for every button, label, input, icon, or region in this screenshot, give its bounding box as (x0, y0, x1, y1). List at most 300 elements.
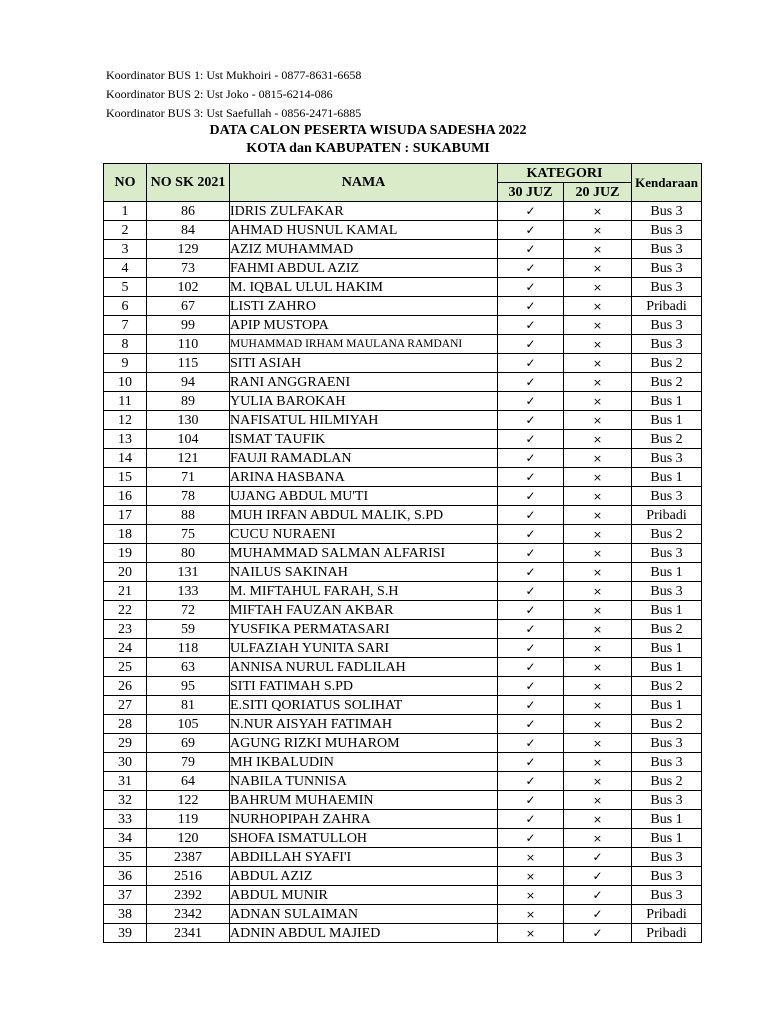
cell-30-juz (498, 886, 564, 905)
page-subtitle: KOTA dan KABUPATEN : SUKABUMI (246, 141, 490, 156)
cell-30-juz (498, 468, 564, 487)
table-row (104, 867, 702, 886)
cell-no-sk: 75 (147, 525, 230, 544)
cell-30-juz (498, 240, 564, 259)
cell-no: 11 (104, 392, 147, 411)
check-icon: ✓ (525, 716, 536, 731)
cell-30-juz (498, 202, 564, 221)
cell-kendaraan: Bus 1 (632, 829, 702, 848)
cross-icon: × (592, 242, 603, 256)
check-icon: ✓ (525, 412, 536, 427)
cross-icon: × (592, 223, 603, 237)
cross-icon: × (592, 337, 603, 351)
cell-nama: NAFISATUL HILMIYAH (230, 411, 498, 430)
table-row (104, 601, 702, 620)
cell-no: 13 (104, 430, 147, 449)
cell-nama: IDRIS ZULFAKAR (230, 202, 498, 221)
cross-icon: × (592, 204, 603, 218)
check-icon: ✓ (525, 792, 536, 807)
cell-30-juz (498, 677, 564, 696)
cell-nama: YUSFIKA PERMATASARI (230, 620, 498, 639)
cross-icon: × (592, 774, 603, 788)
check-icon: ✓ (525, 431, 536, 446)
cell-20-juz (564, 278, 632, 297)
cell-kendaraan: Bus 3 (632, 487, 702, 506)
cell-no: 12 (104, 411, 147, 430)
cell-no: 4 (104, 259, 147, 278)
cell-nama: LISTI ZAHRO (230, 297, 498, 316)
cell-20-juz (564, 544, 632, 563)
cell-no-sk: 94 (147, 373, 230, 392)
cell-kendaraan: Bus 1 (632, 696, 702, 715)
cell-no: 6 (104, 297, 147, 316)
cell-no-sk: 118 (147, 639, 230, 658)
cell-20-juz (564, 715, 632, 734)
check-icon: ✓ (525, 830, 536, 845)
cell-no-sk: 71 (147, 468, 230, 487)
cell-kendaraan: Bus 2 (632, 715, 702, 734)
cell-no-sk: 2341 (147, 924, 230, 943)
cell-30-juz (498, 734, 564, 753)
cell-30-juz (498, 335, 564, 354)
cross-icon: × (592, 755, 603, 769)
cross-icon: × (592, 660, 603, 674)
cell-30-juz (498, 392, 564, 411)
cell-30-juz (498, 658, 564, 677)
cell-no: 21 (104, 582, 147, 601)
check-icon: ✓ (525, 393, 536, 408)
check-icon: ✓ (525, 336, 536, 351)
check-icon: ✓ (525, 545, 536, 560)
cell-no: 26 (104, 677, 147, 696)
check-icon: ✓ (525, 374, 536, 389)
cell-30-juz (498, 696, 564, 715)
check-icon: ✓ (525, 222, 536, 237)
table-row (104, 829, 702, 848)
cell-no-sk: 131 (147, 563, 230, 582)
cell-nama: CUCU NURAENI (230, 525, 498, 544)
cell-nama: AHMAD HUSNUL KAMAL (230, 221, 498, 240)
cell-20-juz (564, 677, 632, 696)
cell-no-sk: 81 (147, 696, 230, 715)
cell-kendaraan: Bus 2 (632, 525, 702, 544)
cell-no-sk: 122 (147, 791, 230, 810)
cell-30-juz (498, 791, 564, 810)
table-row (104, 487, 702, 506)
check-icon: ✓ (525, 241, 536, 256)
check-icon: ✓ (525, 279, 536, 294)
cross-icon: × (592, 470, 603, 484)
header-kendaraan: Kendaraan (632, 164, 702, 202)
cell-nama: M. MIFTAHUL FARAH, S.H (230, 582, 498, 601)
cell-kendaraan: Bus 3 (632, 240, 702, 259)
cross-icon: × (592, 318, 603, 332)
cell-30-juz (498, 620, 564, 639)
cell-30-juz (498, 582, 564, 601)
cell-nama: FAHMI ABDUL AZIZ (230, 259, 498, 278)
cell-no: 3 (104, 240, 147, 259)
cell-kendaraan: Bus 1 (632, 601, 702, 620)
check-icon: ✓ (525, 355, 536, 370)
table-row (104, 316, 702, 335)
cell-no: 15 (104, 468, 147, 487)
cell-no-sk: 67 (147, 297, 230, 316)
cell-no-sk: 115 (147, 354, 230, 373)
table-row (104, 335, 702, 354)
table-row (104, 582, 702, 601)
cross-icon: × (592, 622, 603, 636)
cell-nama: AGUNG RIZKI MUHAROM (230, 734, 498, 753)
table-row (104, 905, 702, 924)
cell-no-sk: 110 (147, 335, 230, 354)
cell-20-juz (564, 886, 632, 905)
header-kategori: KATEGORI (498, 164, 632, 183)
check-icon: ✓ (525, 488, 536, 503)
table-row (104, 202, 702, 221)
cell-no: 37 (104, 886, 147, 905)
cell-kendaraan: Bus 1 (632, 563, 702, 582)
table-row (104, 259, 702, 278)
cross-icon: × (592, 508, 603, 522)
check-icon: ✓ (525, 621, 536, 636)
cell-no: 8 (104, 335, 147, 354)
table-row (104, 848, 702, 867)
check-icon: ✓ (525, 811, 536, 826)
cell-nama: ABDUL MUNIR (230, 886, 498, 905)
cell-kendaraan: Bus 3 (632, 867, 702, 886)
cell-30-juz (498, 316, 564, 335)
table-header (104, 164, 702, 202)
cell-no-sk: 2516 (147, 867, 230, 886)
cell-no: 31 (104, 772, 147, 791)
cross-icon: × (592, 584, 603, 598)
cell-nama: MIFTAH FAUZAN AKBAR (230, 601, 498, 620)
cell-no-sk: 95 (147, 677, 230, 696)
cell-kendaraan: Bus 3 (632, 544, 702, 563)
check-icon: ✓ (525, 735, 536, 750)
cell-30-juz (498, 259, 564, 278)
cross-icon: × (525, 850, 536, 864)
header-no-sk: NO SK 2021 (147, 164, 230, 202)
cell-nama: SITI FATIMAH S.PD (230, 677, 498, 696)
cell-nama: BAHRUM MUHAEMIN (230, 791, 498, 810)
cell-no-sk: 69 (147, 734, 230, 753)
table-row (104, 658, 702, 677)
cell-20-juz (564, 297, 632, 316)
coordinator-line: Koordinator BUS 2: Ust Joko - 0815-6214-086 (106, 87, 333, 101)
table-row (104, 297, 702, 316)
table-row (104, 753, 702, 772)
cell-nama: AZIZ MUHAMMAD (230, 240, 498, 259)
cell-20-juz (564, 354, 632, 373)
cell-kendaraan: Bus 2 (632, 620, 702, 639)
cell-30-juz (498, 411, 564, 430)
table-row (104, 221, 702, 240)
cross-icon: × (592, 413, 603, 427)
cell-30-juz (498, 354, 564, 373)
cell-nama: ADNAN SULAIMAN (230, 905, 498, 924)
cell-20-juz (564, 202, 632, 221)
table-row (104, 810, 702, 829)
cell-kendaraan: Bus 3 (632, 734, 702, 753)
cell-20-juz (564, 658, 632, 677)
cell-kendaraan: Bus 3 (632, 753, 702, 772)
cell-no: 16 (104, 487, 147, 506)
cell-nama: N.NUR AISYAH FATIMAH (230, 715, 498, 734)
cell-no: 20 (104, 563, 147, 582)
table-row (104, 430, 702, 449)
cross-icon: × (592, 451, 603, 465)
cell-nama: MH IKBALUDIN (230, 753, 498, 772)
table-row (104, 924, 702, 943)
cross-icon: × (592, 375, 603, 389)
cell-nama: SITI ASIAH (230, 354, 498, 373)
cell-20-juz (564, 791, 632, 810)
cell-nama: NURHOPIPAH ZAHRA (230, 810, 498, 829)
cell-no: 10 (104, 373, 147, 392)
cell-30-juz (498, 373, 564, 392)
cross-icon: × (592, 717, 603, 731)
cell-kendaraan: Bus 3 (632, 259, 702, 278)
cell-30-juz (498, 563, 564, 582)
table-row (104, 639, 702, 658)
cell-no-sk: 121 (147, 449, 230, 468)
check-icon: ✓ (525, 583, 536, 598)
cell-nama: ISMAT TAUFIK (230, 430, 498, 449)
cross-icon: × (592, 831, 603, 845)
coordinator-line: Koordinator BUS 1: Ust Mukhoiri - 0877-8631-6658 (106, 68, 362, 82)
cell-20-juz (564, 734, 632, 753)
cross-icon: × (525, 869, 536, 883)
cross-icon: × (592, 261, 603, 275)
cell-kendaraan: Bus 2 (632, 354, 702, 373)
cell-kendaraan: Bus 3 (632, 582, 702, 601)
check-icon: ✓ (525, 298, 536, 313)
cross-icon: × (592, 546, 603, 560)
cell-no-sk: 102 (147, 278, 230, 297)
table-row (104, 696, 702, 715)
cell-no-sk: 2342 (147, 905, 230, 924)
cross-icon: × (592, 299, 603, 313)
cell-no: 36 (104, 867, 147, 886)
check-icon: ✓ (525, 203, 536, 218)
table-row (104, 677, 702, 696)
cell-nama: NABILA TUNNISA (230, 772, 498, 791)
cell-kendaraan: Pribadi (632, 905, 702, 924)
cell-nama: ULFAZIAH YUNITA SARI (230, 639, 498, 658)
cell-kendaraan: Bus 3 (632, 221, 702, 240)
table-row (104, 620, 702, 639)
check-icon: ✓ (525, 602, 536, 617)
cell-no: 1 (104, 202, 147, 221)
table-row (104, 506, 702, 525)
cell-nama: FAUJI RAMADLAN (230, 449, 498, 468)
cell-20-juz (564, 924, 632, 943)
cell-20-juz (564, 392, 632, 411)
cell-no: 18 (104, 525, 147, 544)
cross-icon: × (592, 679, 603, 693)
cross-icon: × (592, 698, 603, 712)
check-icon: ✓ (592, 925, 603, 940)
cell-no: 28 (104, 715, 147, 734)
check-icon: ✓ (525, 773, 536, 788)
table-row (104, 772, 702, 791)
cell-no-sk: 84 (147, 221, 230, 240)
table-body (104, 202, 702, 943)
cell-no-sk: 78 (147, 487, 230, 506)
cell-nama: MUH IRFAN ABDUL MALIK, S.PD (230, 506, 498, 525)
cell-no: 14 (104, 449, 147, 468)
cell-kendaraan: Bus 3 (632, 791, 702, 810)
cell-kendaraan: Pribadi (632, 297, 702, 316)
cell-no-sk: 133 (147, 582, 230, 601)
cell-nama: UJANG ABDUL MU'TI (230, 487, 498, 506)
cell-no-sk: 120 (147, 829, 230, 848)
cell-30-juz (498, 848, 564, 867)
cell-nama: E.SITI QORIATUS SOLIHAT (230, 696, 498, 715)
header-no: NO (104, 164, 147, 202)
table-row (104, 563, 702, 582)
check-icon: ✓ (525, 526, 536, 541)
cell-20-juz (564, 696, 632, 715)
cell-20-juz (564, 905, 632, 924)
cell-20-juz (564, 221, 632, 240)
table-row (104, 411, 702, 430)
table-row (104, 240, 702, 259)
cross-icon: × (592, 394, 603, 408)
cell-20-juz (564, 582, 632, 601)
cell-nama: YULIA BAROKAH (230, 392, 498, 411)
cell-20-juz (564, 411, 632, 430)
cell-no-sk: 79 (147, 753, 230, 772)
cross-icon: × (592, 527, 603, 541)
page-title: DATA CALON PESERTA WISUDA SADESHA 2022 (209, 123, 527, 138)
cell-30-juz (498, 639, 564, 658)
cell-no: 22 (104, 601, 147, 620)
cell-30-juz (498, 753, 564, 772)
cell-no-sk: 86 (147, 202, 230, 221)
cell-20-juz (564, 620, 632, 639)
check-icon: ✓ (592, 887, 603, 902)
cell-30-juz (498, 924, 564, 943)
cell-kendaraan: Bus 2 (632, 373, 702, 392)
cell-no-sk: 72 (147, 601, 230, 620)
cell-30-juz (498, 430, 564, 449)
cell-30-juz (498, 905, 564, 924)
cell-20-juz (564, 563, 632, 582)
cell-no: 17 (104, 506, 147, 525)
cross-icon: × (592, 793, 603, 807)
table-row (104, 449, 702, 468)
check-icon: ✓ (525, 754, 536, 769)
cell-kendaraan: Bus 2 (632, 677, 702, 696)
cell-kendaraan: Bus 3 (632, 335, 702, 354)
cell-20-juz (564, 487, 632, 506)
cell-30-juz (498, 715, 564, 734)
cell-no: 33 (104, 810, 147, 829)
cell-30-juz (498, 506, 564, 525)
table-row (104, 715, 702, 734)
cell-30-juz (498, 829, 564, 848)
cell-kendaraan: Bus 1 (632, 658, 702, 677)
cell-no-sk: 88 (147, 506, 230, 525)
cell-kendaraan: Bus 1 (632, 411, 702, 430)
cell-kendaraan: Bus 3 (632, 886, 702, 905)
cell-20-juz (564, 639, 632, 658)
check-icon: ✓ (525, 507, 536, 522)
cell-20-juz (564, 506, 632, 525)
cell-kendaraan: Bus 2 (632, 430, 702, 449)
coordinator-line: Koordinator BUS 3: Ust Saefullah - 0856-2471-6885 (106, 106, 362, 120)
document-titles (0, 122, 736, 158)
cell-20-juz (564, 867, 632, 886)
cell-nama: M. IQBAL ULUL HAKIM (230, 278, 498, 297)
cross-icon: × (592, 356, 603, 370)
cell-no-sk: 130 (147, 411, 230, 430)
table-row (104, 354, 702, 373)
cell-nama: NAILUS SAKINAH (230, 563, 498, 582)
table-row (104, 278, 702, 297)
check-icon: ✓ (525, 450, 536, 465)
cell-30-juz (498, 297, 564, 316)
cell-no-sk: 89 (147, 392, 230, 411)
table-row (104, 544, 702, 563)
cell-kendaraan: Bus 3 (632, 202, 702, 221)
check-icon: ✓ (525, 697, 536, 712)
cell-no-sk: 2387 (147, 848, 230, 867)
cell-no-sk: 73 (147, 259, 230, 278)
check-icon: ✓ (592, 906, 603, 921)
cell-20-juz (564, 601, 632, 620)
coordinator-list (106, 66, 361, 123)
cell-no: 23 (104, 620, 147, 639)
cell-no-sk: 2392 (147, 886, 230, 905)
cell-kendaraan: Bus 3 (632, 278, 702, 297)
cell-30-juz (498, 810, 564, 829)
cell-no: 29 (104, 734, 147, 753)
cross-icon: × (592, 565, 603, 579)
cell-kendaraan: Bus 3 (632, 449, 702, 468)
cross-icon: × (592, 641, 603, 655)
cell-nama: SHOFA ISMATULLOH (230, 829, 498, 848)
cell-nama: ABDUL AZIZ (230, 867, 498, 886)
cell-kendaraan: Bus 1 (632, 639, 702, 658)
table-row (104, 468, 702, 487)
cell-nama: ANNISA NURUL FADLILAH (230, 658, 498, 677)
cell-no-sk: 104 (147, 430, 230, 449)
cell-kendaraan: Pribadi (632, 506, 702, 525)
check-icon: ✓ (525, 317, 536, 332)
table-row (104, 525, 702, 544)
cell-no-sk: 59 (147, 620, 230, 639)
cell-20-juz (564, 525, 632, 544)
cell-20-juz (564, 848, 632, 867)
cell-no: 25 (104, 658, 147, 677)
header-30-juz: 30 JUZ (498, 183, 564, 202)
check-icon: ✓ (525, 469, 536, 484)
cell-nama: MUHAMMAD IRHAM MAULANA RAMDANI (230, 335, 498, 354)
check-icon: ✓ (592, 868, 603, 883)
cell-no: 35 (104, 848, 147, 867)
cell-20-juz (564, 316, 632, 335)
check-icon: ✓ (525, 564, 536, 579)
cell-30-juz (498, 525, 564, 544)
cell-nama: ARINA HASBANA (230, 468, 498, 487)
cell-20-juz (564, 240, 632, 259)
cross-icon: × (525, 926, 536, 940)
cell-no: 19 (104, 544, 147, 563)
table-row (104, 392, 702, 411)
